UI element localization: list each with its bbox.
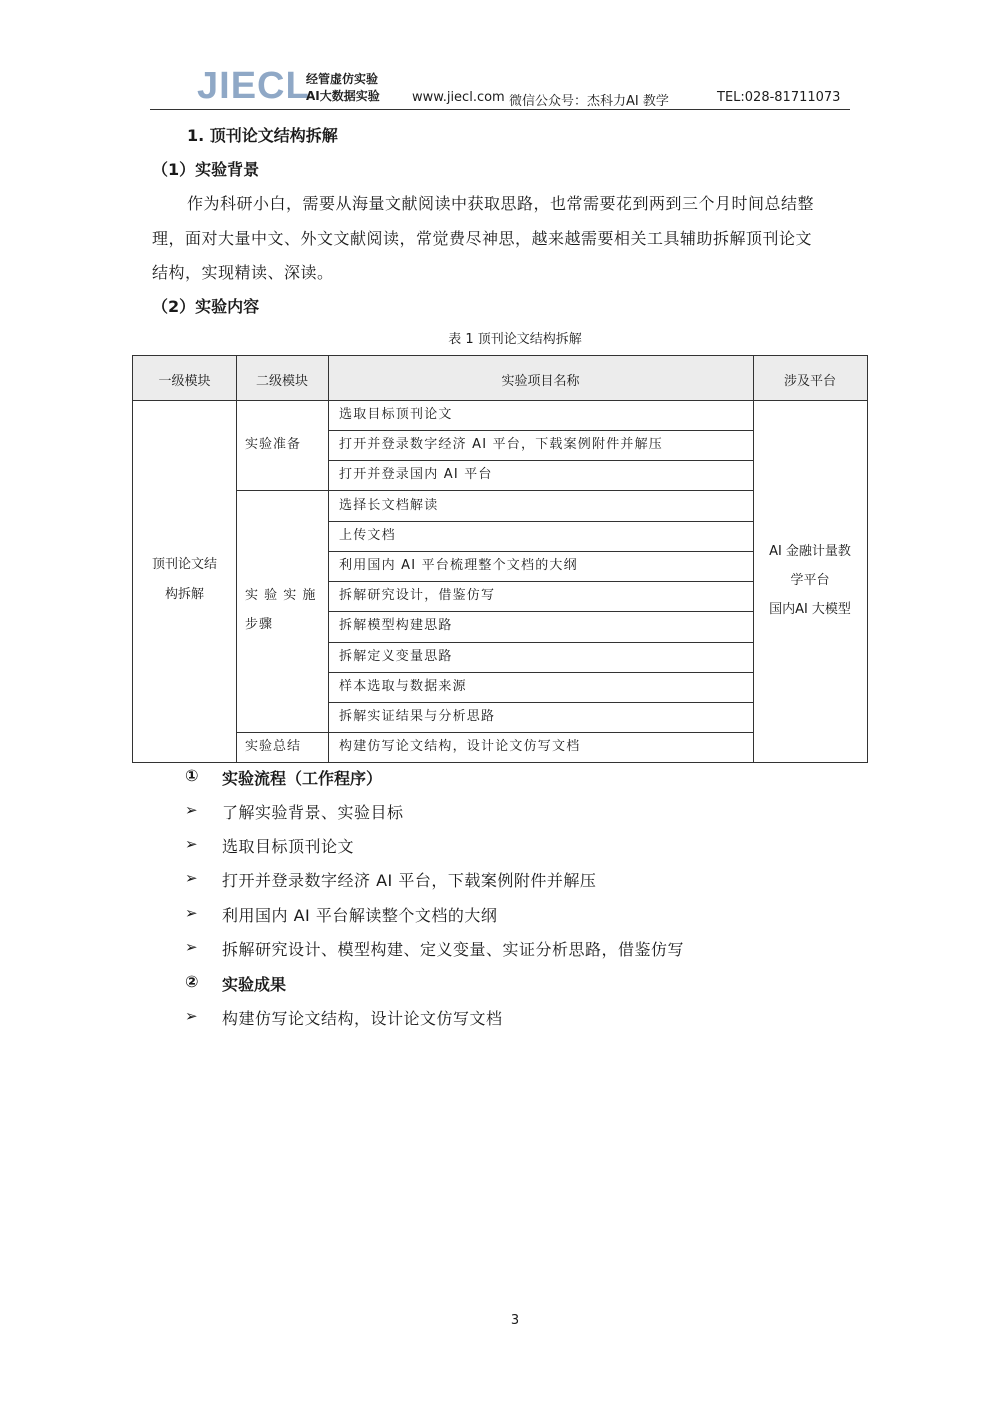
list-item: 了解实验背景、实验目标 <box>222 803 404 822</box>
header-divider <box>150 109 850 110</box>
header-platform: 涉及平台 <box>783 374 836 389</box>
bullet-icon: ➢ <box>185 1007 198 1025</box>
list-item: 打开并登录数字经济 AI 平台，下载案例附件并解压 <box>222 871 597 890</box>
table-row: 样本选取与数据来源 <box>339 679 467 694</box>
group-implementation-line-2: 步骤 <box>245 617 274 632</box>
group-implementation-line-1: 实 验 实 施 <box>245 588 317 603</box>
group-summary: 实验总结 <box>245 739 302 754</box>
bullet-icon: ➢ <box>185 938 198 956</box>
group-preparation: 实验准备 <box>245 437 302 452</box>
list-item: 利用国内 AI 平台解读整个文档的大纲 <box>222 906 498 925</box>
process-heading: 实验流程（工作程序） <box>222 769 383 788</box>
module1-line-2: 构拆解 <box>164 587 204 602</box>
header-level1-module: 一级模块 <box>158 374 211 389</box>
platform-line-1: AI 金融计量教 <box>769 544 851 559</box>
content-heading: （2）实验内容 <box>152 297 260 316</box>
logo-subtitle-2: AI大数据实验 <box>306 89 380 103</box>
header-website: www.jiecl.com <box>412 90 505 105</box>
module1-line-1: 顶刊论文结 <box>151 557 217 572</box>
table-row: 拆解定义变量思路 <box>339 649 453 664</box>
background-heading: （1）实验背景 <box>152 160 260 179</box>
platform-line-2: 学平台 <box>790 573 830 588</box>
list-item: 构建仿写论文结构，设计论文仿写文档 <box>222 1009 503 1028</box>
header-tel: TEL:028-81711073 <box>717 90 841 105</box>
list-item: 拆解研究设计、模型构建、定义变量、实证分析思路，借鉴仿写 <box>222 940 685 959</box>
bullet-icon: ➢ <box>185 869 198 887</box>
table-row: 选取目标顶刊论文 <box>339 407 453 422</box>
table-row: 打开并登录数字经济 AI 平台，下载案例附件并解压 <box>339 437 663 452</box>
jiecl-logo: JIECL <box>197 65 310 107</box>
table-row: 利用国内 AI 平台梳理整个文档的大纲 <box>339 558 578 573</box>
header-level2-module: 二级模块 <box>255 374 308 389</box>
table-row: 拆解研究设计，借鉴仿写 <box>339 588 496 603</box>
header-project-name: 实验项目名称 <box>501 374 580 389</box>
list-item: 选取目标顶刊论文 <box>222 837 355 856</box>
results-heading: 实验成果 <box>222 975 287 994</box>
platform-line-3: 国内AI 大模型 <box>769 602 851 617</box>
section-title: 1. 顶刊论文结构拆解 <box>187 126 338 145</box>
process-number: ① <box>185 766 199 785</box>
table-row: 选择长文档解读 <box>339 498 439 513</box>
results-number: ② <box>185 972 199 991</box>
table-row: 拆解实证结果与分析思路 <box>339 709 496 724</box>
table-row: 拆解模型构建思路 <box>339 618 453 633</box>
background-line-1: 作为科研小白，需要从海量文献阅读中获取思路，也常需要花到两到三个月时间总结整 <box>187 194 815 213</box>
table-row: 构建仿写论文结构，设计论文仿写文档 <box>339 739 581 754</box>
bullet-icon: ➢ <box>185 904 198 922</box>
background-line-2: 理，面对大量中文、外文文献阅读，常觉费尽神思，越来越需要相关工具辅助拆解顶刊论文 <box>152 229 813 248</box>
experiment-table <box>132 355 868 763</box>
page-number: 3 <box>510 1313 520 1328</box>
table-row: 打开并登录国内 AI 平台 <box>339 467 493 482</box>
bullet-icon: ➢ <box>185 801 198 819</box>
bullet-icon: ➢ <box>185 835 198 853</box>
logo-subtitle-1: 经管虚仿实验 <box>306 72 379 86</box>
background-line-3: 结构，实现精读、深读。 <box>152 263 334 282</box>
table-caption: 表 1 顶刊论文结构拆解 <box>448 332 582 347</box>
header-wechat: 微信公众号：杰科力AI 教学 <box>509 94 669 109</box>
table-row: 上传文档 <box>339 528 396 543</box>
